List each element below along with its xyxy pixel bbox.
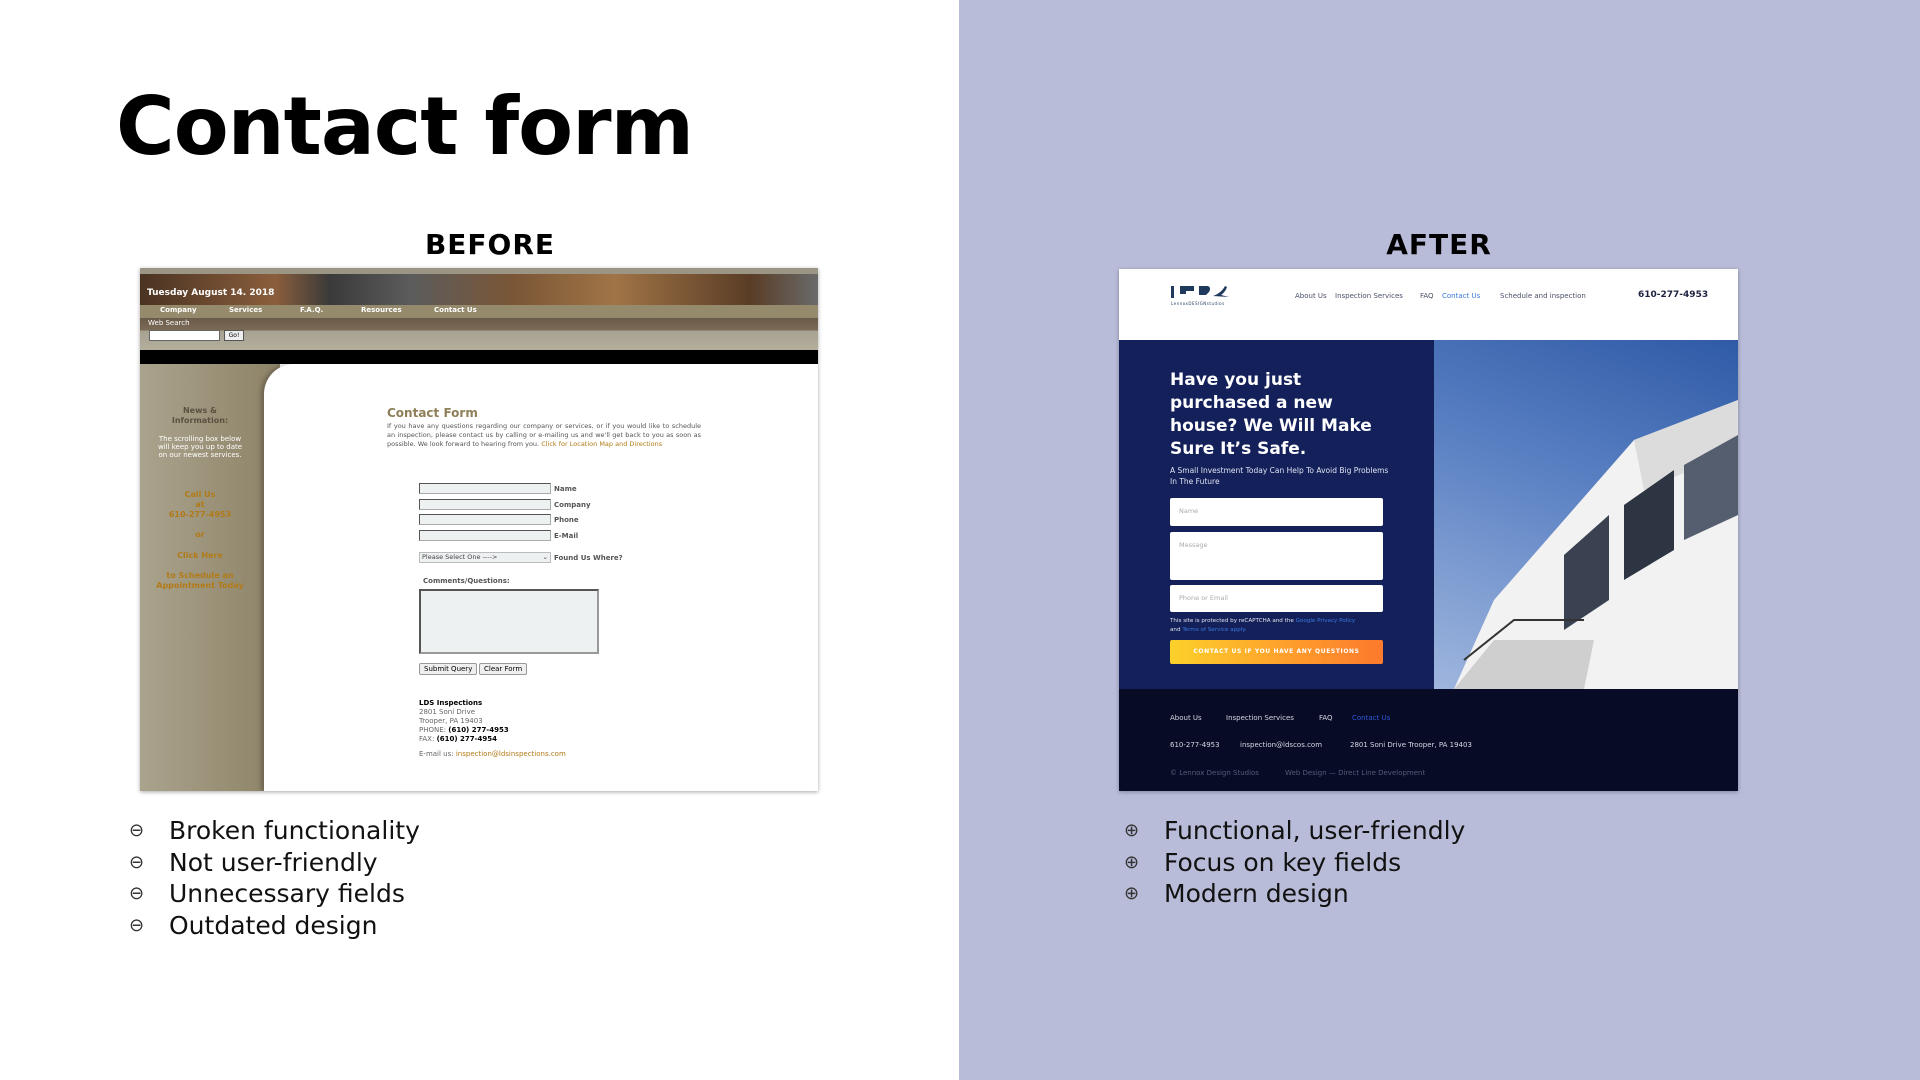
news-text-2: will keep you up to date bbox=[157, 443, 243, 451]
email-label: E-Mail bbox=[554, 532, 579, 540]
minus-circle-icon: ⊖ bbox=[129, 820, 145, 842]
select-value: Please Select One ----> bbox=[422, 553, 498, 561]
clear-button[interactable]: Clear Form bbox=[479, 663, 527, 675]
address-phone: (610) 277-4953 bbox=[448, 726, 509, 734]
con-text: Unnecessary fields bbox=[169, 879, 405, 909]
name-input[interactable] bbox=[419, 483, 551, 494]
nav-resources[interactable]: Resources bbox=[361, 306, 402, 314]
footer bbox=[1119, 689, 1738, 791]
logo-text: LennoxDESIGNstudios bbox=[1171, 301, 1225, 306]
before-screenshot bbox=[140, 268, 818, 791]
found-us-select[interactable] bbox=[419, 552, 551, 563]
fax-label: FAX: bbox=[419, 735, 435, 743]
email-link[interactable]: inspection@ldsinspections.com bbox=[455, 750, 566, 758]
comments-label: Comments/Questions: bbox=[423, 577, 510, 585]
legal-text: This site is protected by reCAPTCHA and the bbox=[1170, 618, 1294, 624]
name-input[interactable]: Name bbox=[1170, 498, 1383, 526]
footer-copyright: © Lennox Design Studios bbox=[1170, 769, 1259, 777]
schedule-text-2: Appointment Today bbox=[156, 581, 244, 590]
intro-text: If you have any questions regarding our company or services, or if you would like to schedule an inspection, please contact us by calling or e-mailing us and we'll get back to you as soon as possible. We look forward to hearing from you. bbox=[387, 422, 701, 448]
footer-email[interactable]: inspection@ldscos.com bbox=[1240, 741, 1323, 749]
legal-text-2: and bbox=[1170, 627, 1181, 633]
nav-faq[interactable]: FAQ bbox=[1420, 292, 1434, 300]
click-here-link[interactable]: Click Here bbox=[177, 551, 223, 560]
footer-faq[interactable]: FAQ bbox=[1319, 714, 1333, 722]
pro-text: Focus on key fields bbox=[1164, 847, 1402, 877]
con-item bbox=[129, 847, 420, 879]
address-fax: (610) 277-4954 bbox=[436, 735, 498, 743]
footer-about[interactable]: About Us bbox=[1170, 714, 1202, 722]
header-phone[interactable]: 610-277-4953 bbox=[1638, 290, 1709, 300]
news-text: The scrolling box below bbox=[158, 435, 242, 443]
news-title: News & bbox=[182, 406, 218, 415]
company-address bbox=[419, 699, 566, 759]
con-item bbox=[129, 878, 420, 910]
cons-list bbox=[129, 815, 420, 941]
phone-label: Phone bbox=[554, 516, 579, 524]
contact-form-title: Contact Form bbox=[387, 406, 478, 420]
nav-schedule[interactable]: Schedule and inspection bbox=[1500, 292, 1586, 300]
nav-company[interactable]: Company bbox=[160, 306, 197, 314]
nav-contact[interactable]: Contact Us bbox=[434, 306, 477, 314]
hero-headline: Have you just purchased a new house? We Will Make Sure It’s Safe. bbox=[1170, 370, 1372, 459]
footer-credit: Web Design — Direct Line Development bbox=[1285, 769, 1426, 777]
news-text-3: on our newest services. bbox=[158, 451, 242, 459]
schedule-text: to Schedule an bbox=[166, 571, 234, 580]
minus-circle-icon: ⊖ bbox=[129, 883, 145, 905]
con-item bbox=[129, 910, 420, 942]
logo-icon bbox=[1171, 284, 1233, 300]
comments-textarea[interactable] bbox=[419, 589, 599, 654]
footer-services[interactable]: Inspection Services bbox=[1226, 714, 1294, 722]
house-photo bbox=[1434, 340, 1738, 689]
black-divider bbox=[140, 350, 818, 364]
nav-services[interactable]: Services bbox=[229, 306, 263, 314]
sidebar-or: or bbox=[195, 530, 205, 539]
sidebar bbox=[140, 364, 280, 791]
pro-text: Modern design bbox=[1164, 879, 1349, 909]
web-search-input[interactable] bbox=[149, 330, 220, 341]
web-search-label: Web Search bbox=[148, 319, 190, 327]
city: Trooper, PA 19403 bbox=[419, 717, 483, 725]
footer-contact[interactable]: Contact Us bbox=[1352, 714, 1391, 722]
minus-circle-icon: ⊖ bbox=[129, 914, 145, 936]
name-label: Name bbox=[554, 485, 577, 493]
nav-bar bbox=[140, 305, 818, 318]
plus-circle-icon: ⊕ bbox=[1124, 820, 1140, 842]
con-text: Outdated design bbox=[169, 910, 378, 940]
before-label: BEFORE bbox=[424, 228, 556, 261]
chevron-down-icon: ⌄ bbox=[542, 553, 548, 561]
news-title-2: Information: bbox=[171, 416, 229, 425]
recaptcha-notice bbox=[1170, 617, 1390, 635]
company-label: Company bbox=[554, 501, 591, 509]
pro-item bbox=[1124, 847, 1465, 879]
plus-circle-icon: ⊕ bbox=[1124, 851, 1140, 873]
minus-circle-icon: ⊖ bbox=[129, 851, 145, 873]
after-label: AFTER bbox=[1386, 228, 1492, 261]
pro-text: Functional, user-friendly bbox=[1164, 816, 1466, 846]
contact-intro bbox=[387, 422, 701, 449]
call-us: Call Us bbox=[184, 490, 216, 499]
nav-faq[interactable]: F.A.Q. bbox=[300, 306, 324, 314]
pro-item bbox=[1124, 815, 1465, 847]
nav-contact[interactable]: Contact Us bbox=[1442, 292, 1481, 300]
footer-address: 2801 Soni Drive Trooper, PA 19403 bbox=[1350, 741, 1472, 749]
go-button[interactable]: Go! bbox=[224, 330, 244, 341]
found-us-label: Found Us Where? bbox=[554, 554, 623, 562]
building-image bbox=[1434, 340, 1738, 689]
email-input[interactable] bbox=[419, 530, 551, 541]
header-date: Tuesday August 14. 2018 bbox=[147, 288, 275, 298]
con-text: Broken functionality bbox=[169, 816, 420, 846]
footer-phone: 610-277-4953 bbox=[1170, 741, 1220, 749]
plus-circle-icon: ⊕ bbox=[1124, 883, 1140, 905]
privacy-link[interactable]: Google Privacy Policy bbox=[1295, 618, 1356, 624]
company-name: LDS Inspections bbox=[419, 699, 483, 707]
phone-label-text: PHONE: bbox=[419, 726, 447, 734]
phone-input[interactable] bbox=[419, 514, 551, 525]
pros-list bbox=[1124, 815, 1465, 910]
sidebar-phone: 610-277-4953 bbox=[168, 510, 232, 519]
email-label-text: E-mail us: bbox=[419, 750, 454, 758]
nav-inspection-services[interactable]: Inspection Services bbox=[1335, 292, 1403, 300]
company-input[interactable] bbox=[419, 499, 551, 510]
hero-subtitle: A Small Investment Today Can Help To Avoid Big Problems In The Future bbox=[1170, 466, 1389, 486]
slide-title: Contact form bbox=[116, 80, 693, 173]
message-input[interactable]: Message bbox=[1170, 532, 1383, 580]
contact-submit-button[interactable]: CONTACT US IF YOU HAVE ANY QUESTIONS bbox=[1170, 640, 1383, 664]
pro-item bbox=[1124, 878, 1465, 910]
call-at: at bbox=[195, 500, 205, 509]
contact-input[interactable]: Phone or Email bbox=[1170, 585, 1383, 612]
nav-about[interactable]: About Us bbox=[1295, 292, 1327, 300]
submit-button[interactable]: Submit Query bbox=[419, 663, 477, 675]
con-item bbox=[129, 815, 420, 847]
street: 2801 Soni Drive bbox=[419, 708, 476, 716]
con-text: Not user-friendly bbox=[169, 847, 378, 877]
terms-link[interactable]: Terms of Service apply. bbox=[1182, 627, 1247, 633]
map-link[interactable]: Click for Location Map and Directions bbox=[541, 440, 663, 448]
after-screenshot bbox=[1119, 269, 1738, 791]
